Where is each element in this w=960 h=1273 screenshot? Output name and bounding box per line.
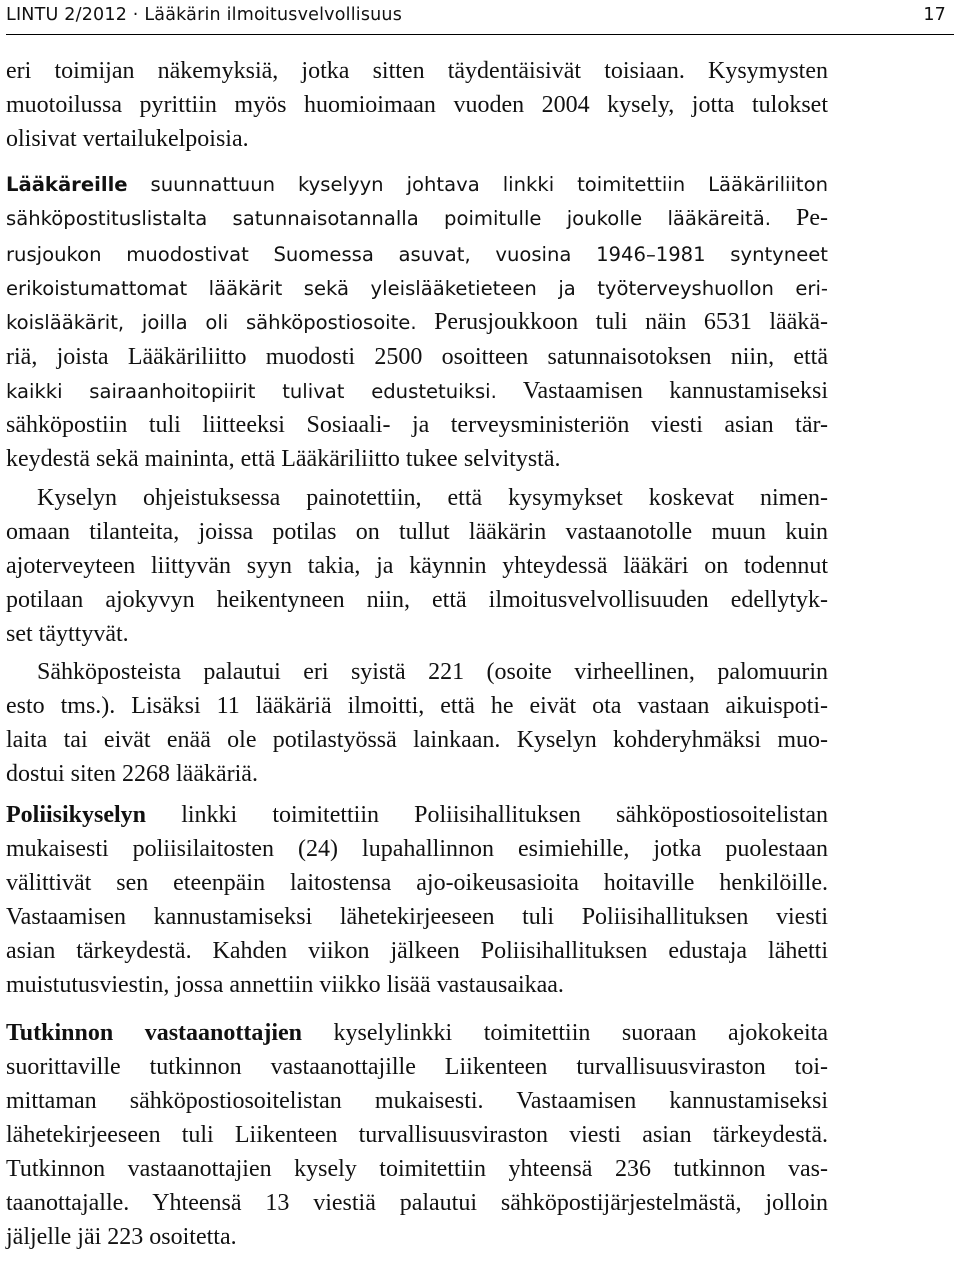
text-line xyxy=(6,271,828,305)
text-line xyxy=(6,723,828,757)
text-line xyxy=(6,900,828,934)
text-run: eri toimijan näkemyksiä, jotka sitten täydentäisivät toisiaan. Kysymysten xyxy=(6,58,828,84)
text-line xyxy=(6,1084,828,1118)
running-header xyxy=(6,0,946,30)
text-run: lähetekirjeeseen tuli Liikenteen turvallisuusviraston viesti asian tärkeydestä. xyxy=(6,1122,828,1148)
text-run: kaikki sairaanhoitopiirit tulivat edustetuiksi. xyxy=(6,380,497,403)
text-line xyxy=(6,583,828,617)
text-run: omaan tilanteita, joissa potilas on tullut lääkärin vastaanotolle muun kuin xyxy=(6,519,828,545)
text-line xyxy=(6,1016,828,1050)
text-line xyxy=(6,798,828,832)
text-line xyxy=(6,167,828,201)
text-run: Tutkinnon vastaanottajien kysely toimitettiin yhteensä 236 tutkinnon vas- xyxy=(6,1156,828,1182)
text-run: linkki toimitettiin Poliisihallituksen sähköpostiosoitelistan xyxy=(146,802,828,828)
text-run: muistutusviestin, jossa annettiin viikko lisää vastausaikaa. xyxy=(6,972,564,998)
text-line xyxy=(6,968,828,1002)
text-run: Vastaamisen kannustamiseksi lähetekirjeeseen tuli Poliisihallituksen viesti xyxy=(6,904,828,930)
text-line xyxy=(6,866,828,900)
section-lead-term: Tutkinnon vastaanottajien xyxy=(6,1020,303,1046)
text-line xyxy=(6,655,828,689)
text-line xyxy=(6,481,828,515)
text-run: suunnattuun kyselyyn johtava linkki toimitettiin Lääkäriliiton xyxy=(127,173,828,196)
text-line xyxy=(6,934,828,968)
text-run: jäljelle jäi 223 osoitetta. xyxy=(6,1224,237,1250)
text-line xyxy=(6,1186,828,1220)
text-run: välittivät sen eteenpäin laitostensa ajo-oikeusasioita hoitaville henkilöille. xyxy=(6,870,828,896)
section-lead-term: Lääkäreille xyxy=(6,173,128,196)
text-run: taanottajalle. Yhteensä 13 viestiä palautui sähköpostijärjestelmästä, jolloin xyxy=(6,1190,828,1216)
text-run: Perusjoukkoon tuli näin 6531 lääkä- xyxy=(416,309,828,335)
text-run: dostui siten 2268 lääkäriä. xyxy=(6,761,258,787)
text-line xyxy=(6,832,828,866)
text-run: esto tms.). Lisäksi 11 lääkäriä ilmoitti, että he eivät ota vastaan aikuispoti- xyxy=(6,693,828,719)
text-line xyxy=(6,515,828,549)
text-line xyxy=(6,122,828,156)
text-run: mukaisesti poliisilaitosten (24) lupahallinnon esimiehille, jotka puolestaan xyxy=(6,836,828,862)
page-number: 17 xyxy=(923,5,946,25)
text-run: sähköpostituslistalta satunnaisotannalla poimitulle joukolle lääkäreitä. xyxy=(6,207,771,230)
text-run: Kyselyn ohjeistuksessa painotettiin, että kysymykset koskevat nimen- xyxy=(37,485,828,511)
text-run: koislääkärit, joilla oli sähköpostiosoite. xyxy=(6,311,417,334)
header-divider xyxy=(6,34,954,35)
text-run: rusjoukon muodostivat Suomessa asuvat, vuosina 1946–1981 syntyneet xyxy=(6,243,828,266)
text-line xyxy=(6,408,828,442)
text-line xyxy=(6,617,828,651)
text-run: set täyttyvät. xyxy=(6,621,129,647)
text-run: erikoistumattomat lääkärit sekä yleislääketieteen ja työterveyshuollon eri- xyxy=(6,277,828,300)
text-run: ajoterveyteen liittyvän syyn takia, ja käynnin yhteydessä lääkäri on todennut xyxy=(6,553,828,579)
text-line xyxy=(6,1118,828,1152)
text-line xyxy=(6,442,828,476)
text-run: olisivat vertailukelpoisia. xyxy=(6,126,249,152)
text-line xyxy=(6,1050,828,1084)
text-run: Sähköposteista palautui eri syistä 221 (osoite virheellinen, palomuurin xyxy=(37,659,828,685)
text-run: keydestä sekä maininta, että Lääkäriliitto tukee selvitystä. xyxy=(6,446,561,472)
text-run: laita tai eivät enää ole potilastyössä lainkaan. Kyselyn kohderyhmäksi muo- xyxy=(6,727,828,753)
text-run: Pe- xyxy=(770,205,828,231)
text-run: riä, joista Lääkäriliitto muodosti 2500 osoitteen satunnaisotoksen niin, että xyxy=(6,344,828,370)
text-run: potilaan ajokyvyn heikentyneen niin, että ilmoitusvelvollisuuden edellytyk- xyxy=(6,587,828,613)
text-line xyxy=(6,237,828,271)
text-line xyxy=(6,1152,828,1186)
text-line xyxy=(6,374,828,408)
text-run: Vastaamisen kannustamiseksi xyxy=(496,378,828,404)
text-run: sähköpostiin tuli liitteeksi Sosiaali- ja terveysministeriön viesti asian tär- xyxy=(6,412,828,438)
section-lead-term: Poliisikyselyn xyxy=(6,802,147,828)
text-line xyxy=(6,340,828,374)
text-run: suorittaville tutkinnon vastaanottajille Liikenteen turvallisuusviraston toi- xyxy=(6,1054,828,1080)
text-run: kyselylinkki toimitettiin suoraan ajokokeita xyxy=(302,1020,828,1046)
text-line xyxy=(6,201,828,235)
running-header-title: LINTU 2/2012 · Lääkärin ilmoitusvelvollisuus xyxy=(6,5,403,25)
text-run: mittaman sähköpostiosoitelistan mukaisesti. Vastaamisen kannustamiseksi xyxy=(6,1088,828,1114)
text-run: muotoilussa pyrittiin myös huomioimaan vuoden 2004 kysely, jotta tulokset xyxy=(6,92,828,118)
text-run: asian tärkeydestä. Kahden viikon jälkeen Poliisihallituksen edustaja lähetti xyxy=(6,938,828,964)
text-line xyxy=(6,549,828,583)
text-line xyxy=(6,689,828,723)
text-line xyxy=(6,305,828,339)
text-line xyxy=(6,54,828,88)
text-line xyxy=(6,88,828,122)
text-line xyxy=(6,757,828,791)
text-line xyxy=(6,1220,828,1254)
